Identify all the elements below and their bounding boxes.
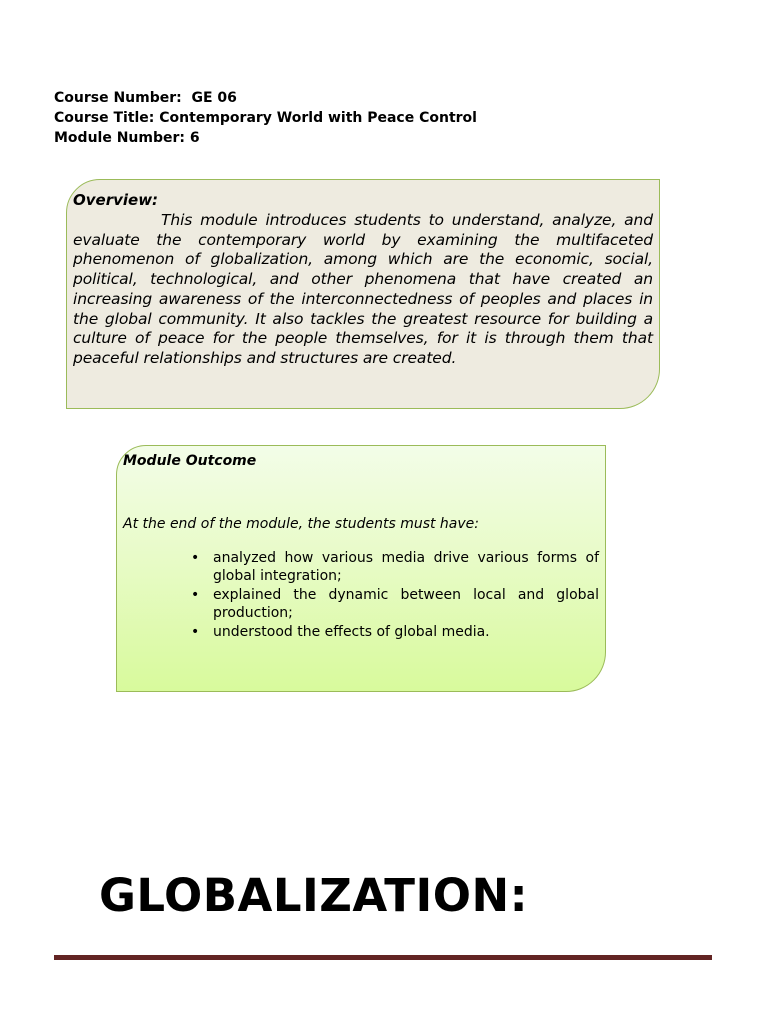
overview-title: Overview:	[73, 191, 159, 209]
overview-box	[66, 179, 660, 409]
list-item-text: understood the effects of global media.	[213, 624, 490, 640]
list-item	[191, 586, 599, 622]
overview-text: This module introduces students to understand, analyze, and evaluate the contemporary world by examining the multifaceted phenomenon of globalization, among which are the economic, social, political, technological, and other phenomena that have created an increasing awareness of the interconnectedness of peoples and places in the global community. It also tackles the greatest resource for building a culture of peace for the people themselves, for it is through them that peaceful relationships and structures are created.	[73, 211, 653, 367]
bullet-icon: •	[191, 624, 200, 640]
bullet-icon: •	[191, 550, 200, 566]
page-heading: GLOBALIZATION:	[99, 869, 529, 922]
course-title: Course Title: Contemporary World with Peace Control	[54, 110, 477, 126]
module-outcome-title: Module Outcome	[123, 453, 257, 469]
module-outcome-box	[116, 445, 606, 692]
module-outcome-intro: At the end of the module, the students must have:	[123, 516, 480, 532]
list-item-text: analyzed how various media drive various forms of global integration;	[213, 550, 599, 584]
bullet-icon: •	[191, 587, 200, 603]
list-item	[191, 549, 599, 585]
course-info	[54, 88, 477, 148]
heading-divider	[54, 955, 712, 960]
course-number: Course Number: GE 06	[54, 90, 237, 106]
module-outcome-list	[123, 549, 599, 641]
list-item-text: explained the dynamic between local and global production;	[213, 587, 599, 621]
module-number: Module Number: 6	[54, 130, 200, 146]
list-item	[191, 623, 599, 641]
